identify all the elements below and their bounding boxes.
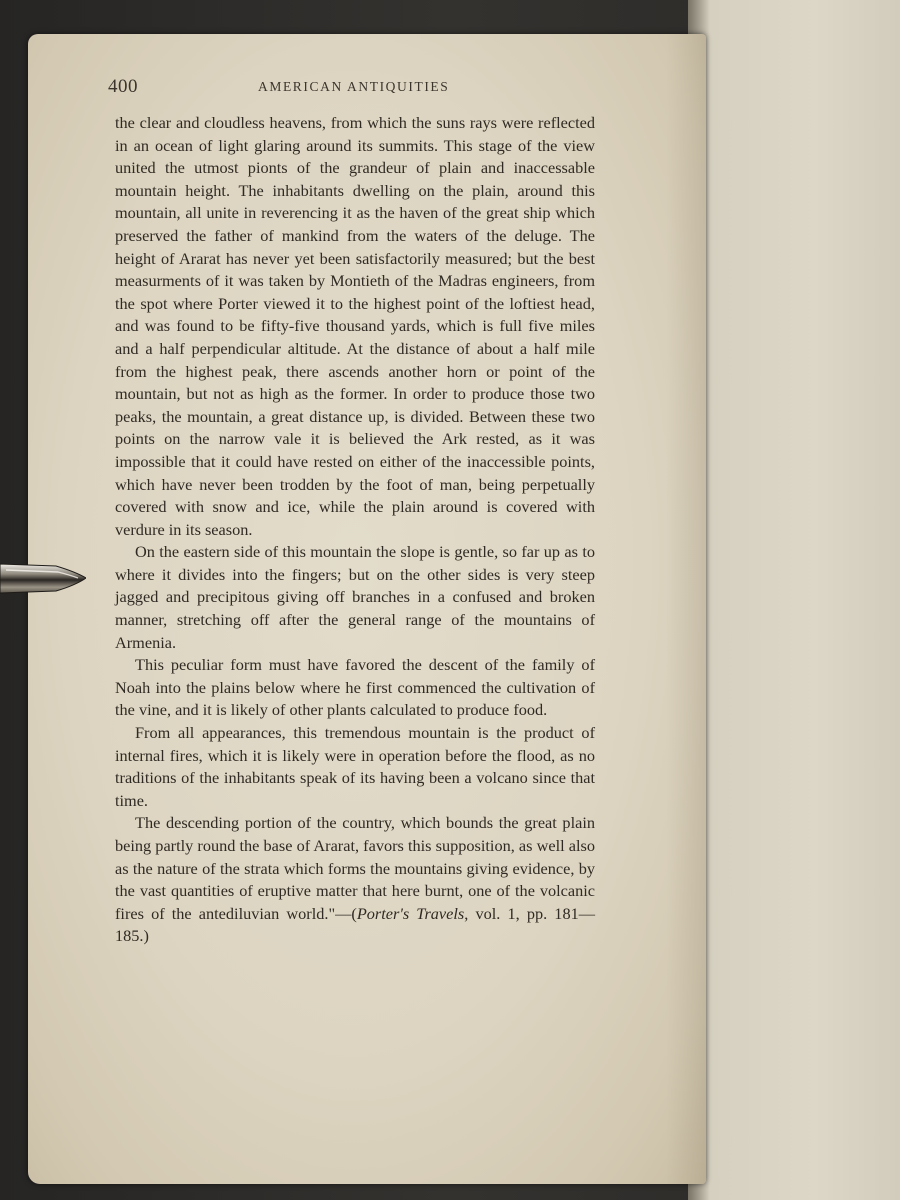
page-number: 400 xyxy=(108,76,138,97)
paragraph-volcanic-evidence xyxy=(115,812,595,948)
paragraph-ararat-description: the clear and cloudless heavens, from which the suns rays were reflected in an ocean of light glaring around its summits. This stage of the view united the utmost pionts of the grandeur of plain and inaccessable mountain height. The inhabitants dwelling on the plain, around this mountain, all unite in reverencing it as the haven of the great ship which preserved the father of mankind from the waters of the deluge. The height of Ararat has never yet been satisfactorily measured; but the best measurments of it was taken by Montieth of the Madras engineers, from the spot where Porter viewed it to the highest point of the loftiest head, and was found to be fifty-five thousand yards, which is full five miles and a half perpendicular altitude. At the distance of about a half mile from the highest peak, there ascends another horn or point of the mountain, but not as high as the former. In order to produce those two peaks, the mountain, a great distance up, is divided. Between these two points on the narrow vale it is believed the Ark rested, as it was impossible that it could have rested on either of the inaccessible points, which have never been trodden by the foot of man, being perpetually covered with snow and ice, while the plain around is covered with verdure in its season. xyxy=(115,113,595,539)
citation-title: Porter's Travels xyxy=(356,903,465,923)
paragraph-eastern-slope: On the eastern side of this mountain the slope is gentle, so far up as to where it divides into the fingers; but on the other sides is very steep jagged and precipitous giving off branches in a confused and broken manner, stretching off after the general range of the mountains of Armenia. xyxy=(115,542,595,652)
facing-page xyxy=(688,0,900,1200)
citation-reference: , vol. 1, pp. 181—185.) xyxy=(115,903,596,946)
metal-bookmark-icon xyxy=(0,558,86,598)
page-edge-shade xyxy=(666,34,706,1184)
citation-lead-text: The descending portion of the country, which bounds the great plain being partly round the base of Ararat, favors this supposition, as well also as the nature of the strata which forms the mountains giving evidence, by the vast quantities of eruptive matter that here burnt, one of the volcanic fires of the antediluvian world."—( xyxy=(115,813,595,923)
page-header xyxy=(108,76,568,106)
running-head: AMERICAN ANTIQUITIES xyxy=(258,79,450,94)
body-text xyxy=(115,112,595,948)
paragraph-descent-of-noah: This peculiar form must have favored the descent of the family of Noah into the plains below where he first commenced the cultivation of the vine, and it is likely of other plants calculated to produce food. xyxy=(115,655,595,720)
paragraph-internal-fires: From all appearances, this tremendous mountain is the product of internal fires, which it is likely were in operation before the flood, as no traditions of the inhabitants speak of its having been a volcano since that time. xyxy=(115,723,595,810)
